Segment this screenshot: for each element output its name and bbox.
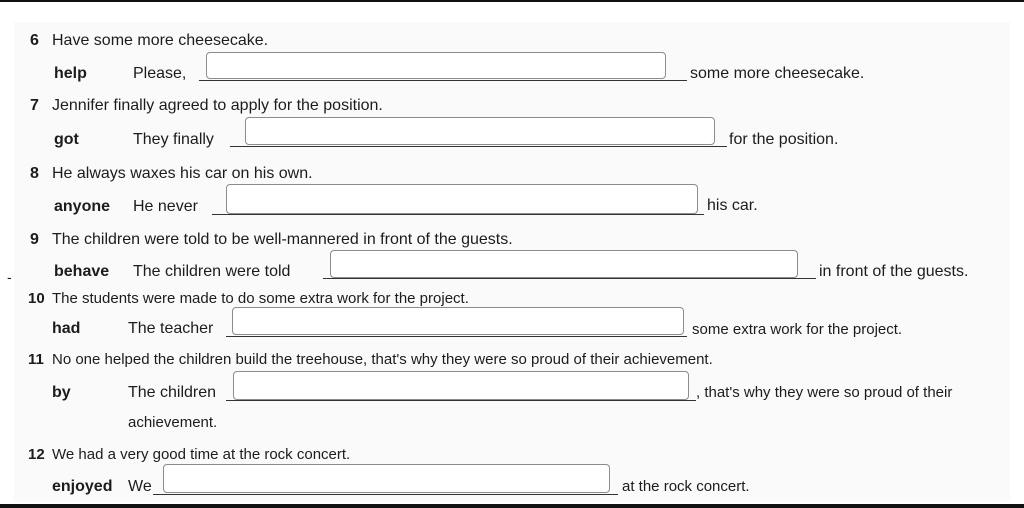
answer-underline [212,214,704,215]
question-sentence: Have some more cheesecake. [52,32,269,49]
answer-prefix: He never [133,198,198,215]
answer-underline [226,336,687,337]
keyword-enjoyed: enjoyed [52,478,113,495]
answer-suffix: in front of the guests. [819,263,969,280]
bottom-border [0,504,1024,508]
question-number: 8 [30,165,39,182]
answer-box-9[interactable] [330,250,798,278]
answer-underline [199,80,687,81]
answer-box-8[interactable] [226,184,698,214]
answer-prefix: Please, [133,65,187,82]
question-12 [28,445,350,465]
answer-suffix: his car. [707,197,758,214]
keyword-had: had [52,320,81,337]
question-sentence: Jennifer finally agreed to apply for the position. [52,97,383,114]
answer-box-10[interactable] [232,307,684,335]
keyword-behave: behave [54,263,110,280]
answer-underline [153,494,618,495]
answer-underline [323,278,816,279]
answer-underline [226,400,696,401]
question-number: 12 [28,446,45,463]
question-sentence: We had a very good time at the rock concert. [52,446,351,463]
question-number: 10 [28,290,45,307]
answer-suffix: at the rock concert. [622,478,750,495]
top-border [0,0,1024,2]
answer-suffix: , that's why they were so proud of their [696,384,953,401]
answer-suffix: some more cheesecake. [690,65,865,82]
question-number: 11 [28,351,44,368]
keyword-by: by [52,384,71,401]
question-10 [28,289,469,309]
answer-underline [230,146,727,147]
answer-box-12[interactable] [163,464,610,493]
margin-mark: - [7,269,12,285]
keyword-help: help [54,65,87,82]
keyword-anyone: anyone [54,198,111,215]
answer-box-7[interactable] [245,117,715,145]
question-8 [30,164,313,184]
answer-prefix: The children were told [133,263,291,280]
answer-prefix: We [128,478,152,495]
question-9 [30,230,513,250]
answer-suffix: some extra work for the project. [692,321,903,338]
answer-suffix-continued: achievement. [128,414,218,431]
question-number: 9 [30,231,39,248]
answer-prefix: The children [128,384,217,401]
question-sentence: No one helped the children build the treehouse, that's why they were so proud of their achievement. [52,351,713,368]
answer-box-6[interactable] [206,52,666,79]
answer-prefix: The teacher [128,320,214,337]
keyword-got: got [54,131,79,148]
question-number: 7 [30,97,39,114]
question-number: 6 [30,32,39,49]
question-sentence: He always waxes his car on his own. [52,165,313,182]
answer-prefix: They finally [133,131,214,148]
question-7 [30,96,383,116]
question-sentence: The students were made to do some extra work for the project. [52,290,469,307]
question-11 [28,350,713,370]
question-6 [30,31,268,51]
question-sentence: The children were told to be well-mannered in front of the guests. [52,231,513,248]
answer-box-11[interactable] [233,371,689,400]
answer-suffix: for the position. [729,131,839,148]
